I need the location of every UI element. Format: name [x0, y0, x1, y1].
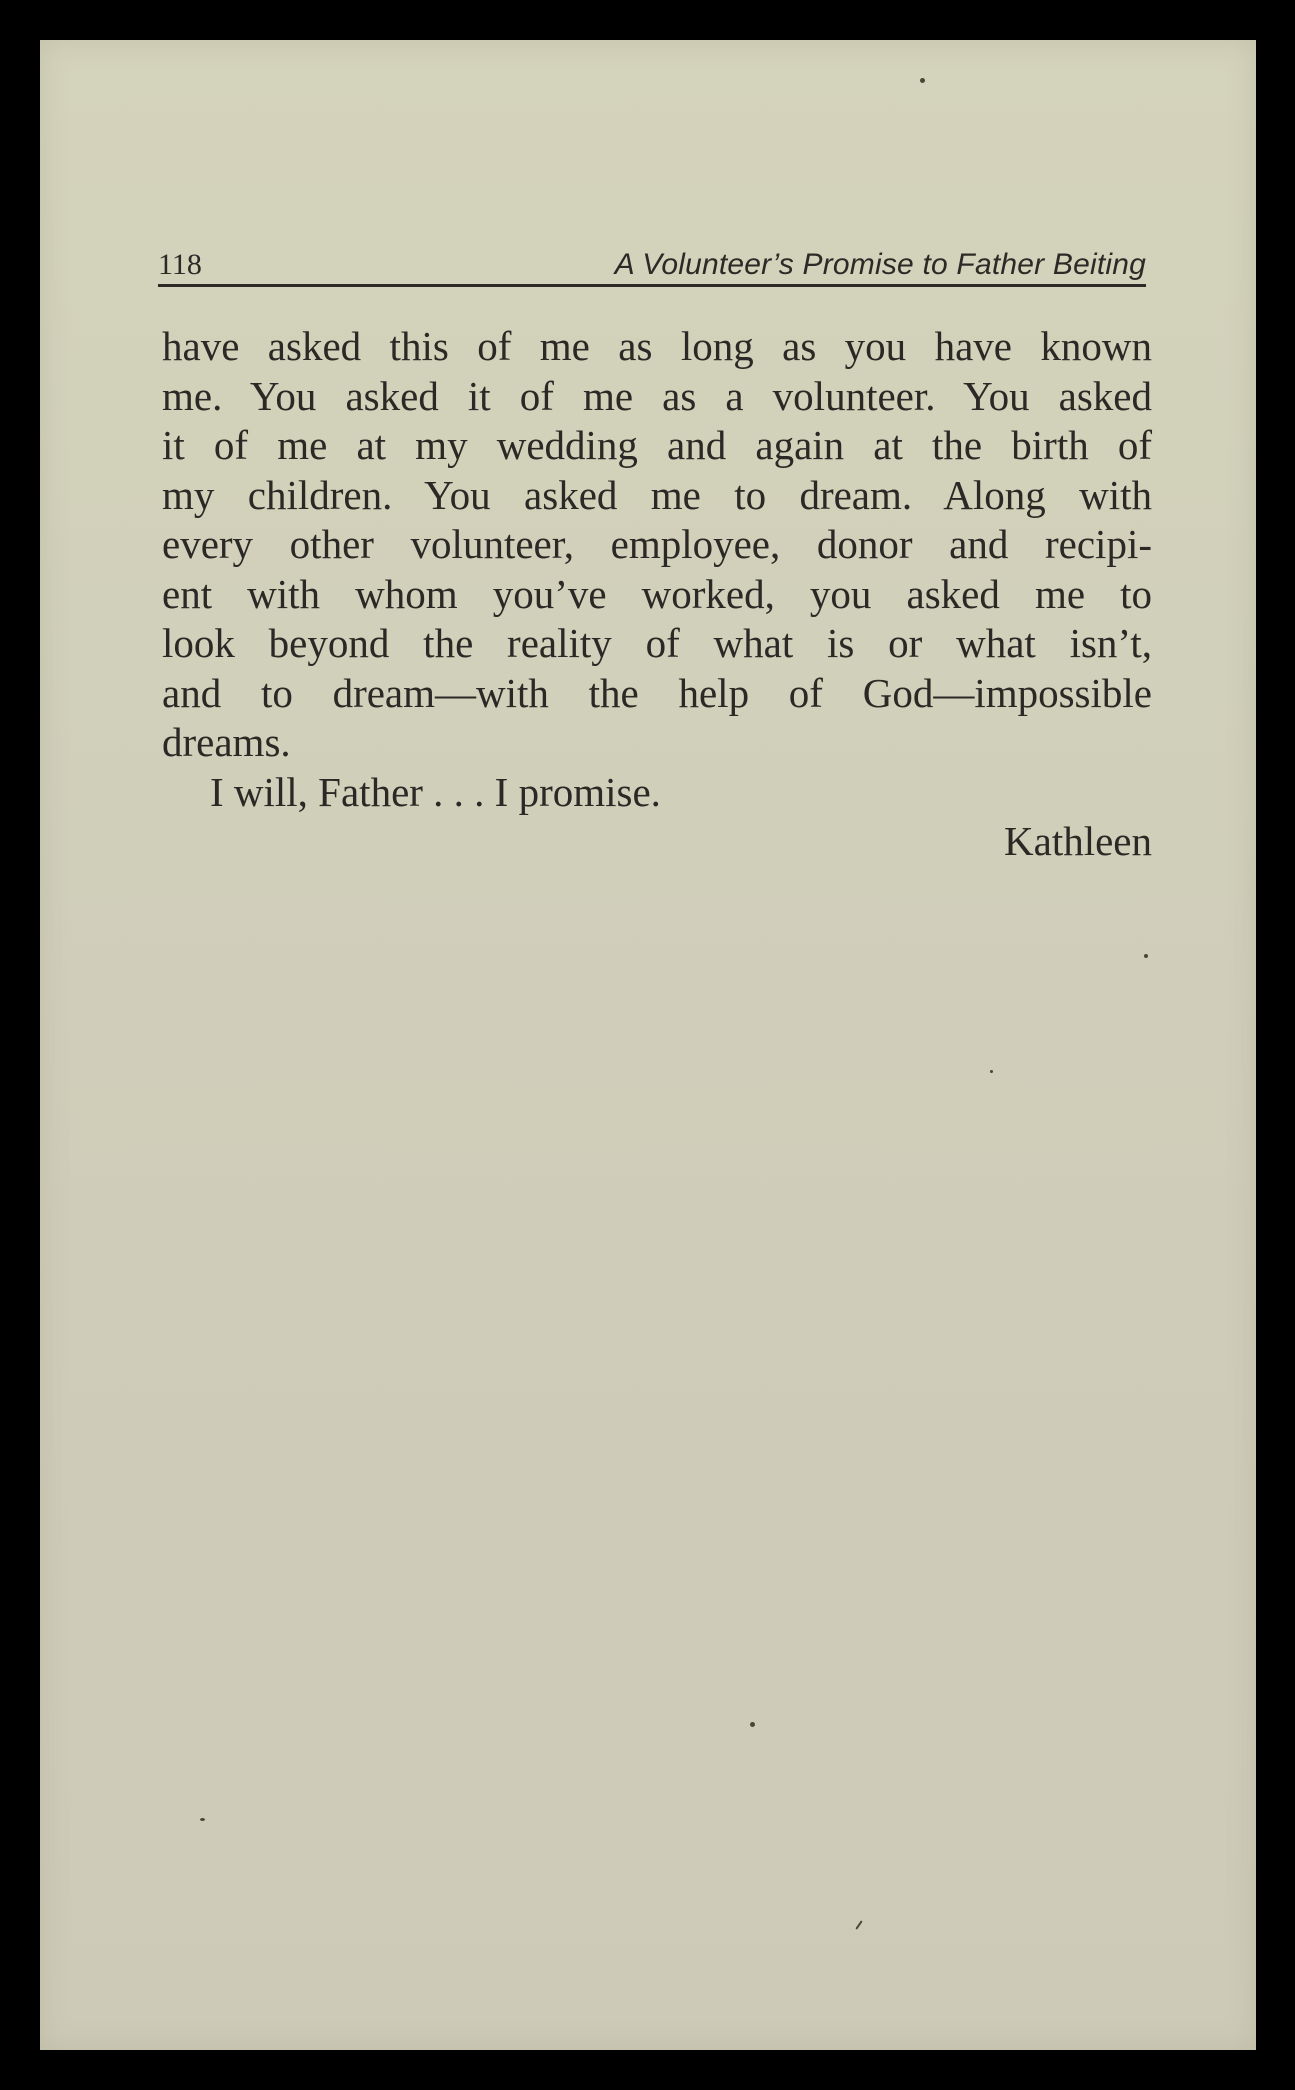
- body-text: [162, 322, 1152, 867]
- text-line: me. You asked it of me as a volunteer. You asked: [162, 372, 1152, 419]
- running-head: A Volunteer’s Promise to Father Beiting: [614, 248, 1146, 281]
- page-number: 118: [158, 248, 202, 281]
- text-line: my children. You asked me to dream. Along with: [162, 471, 1152, 518]
- book-page: [40, 40, 1256, 2050]
- text-line: look beyond the reality of what is or what isn’t,: [162, 620, 1152, 666]
- paper-speck: [200, 1818, 205, 1821]
- paper-speck: [990, 1070, 993, 1073]
- paper-speck: [750, 1722, 755, 1727]
- page-header: [158, 240, 1146, 287]
- text-line: every other volunteer, employee, donor and recipi-: [162, 521, 1152, 567]
- text-line: and to dream—with the help of God—impossible: [162, 669, 1152, 716]
- paper-speck: [1144, 954, 1148, 958]
- text-line: it of me at my wedding and again at the birth of: [162, 422, 1152, 468]
- text-line: dreams.: [162, 719, 291, 765]
- paper-speck: [920, 78, 925, 83]
- paper-speck: [855, 1920, 862, 1929]
- text-line: have asked this of me as long as you have known: [162, 323, 1152, 369]
- closing-line: I will, Father . . . I promise.: [210, 768, 661, 815]
- text-line: ent with whom you’ve worked, you asked me to: [162, 570, 1152, 617]
- signature: Kathleen: [1004, 818, 1152, 864]
